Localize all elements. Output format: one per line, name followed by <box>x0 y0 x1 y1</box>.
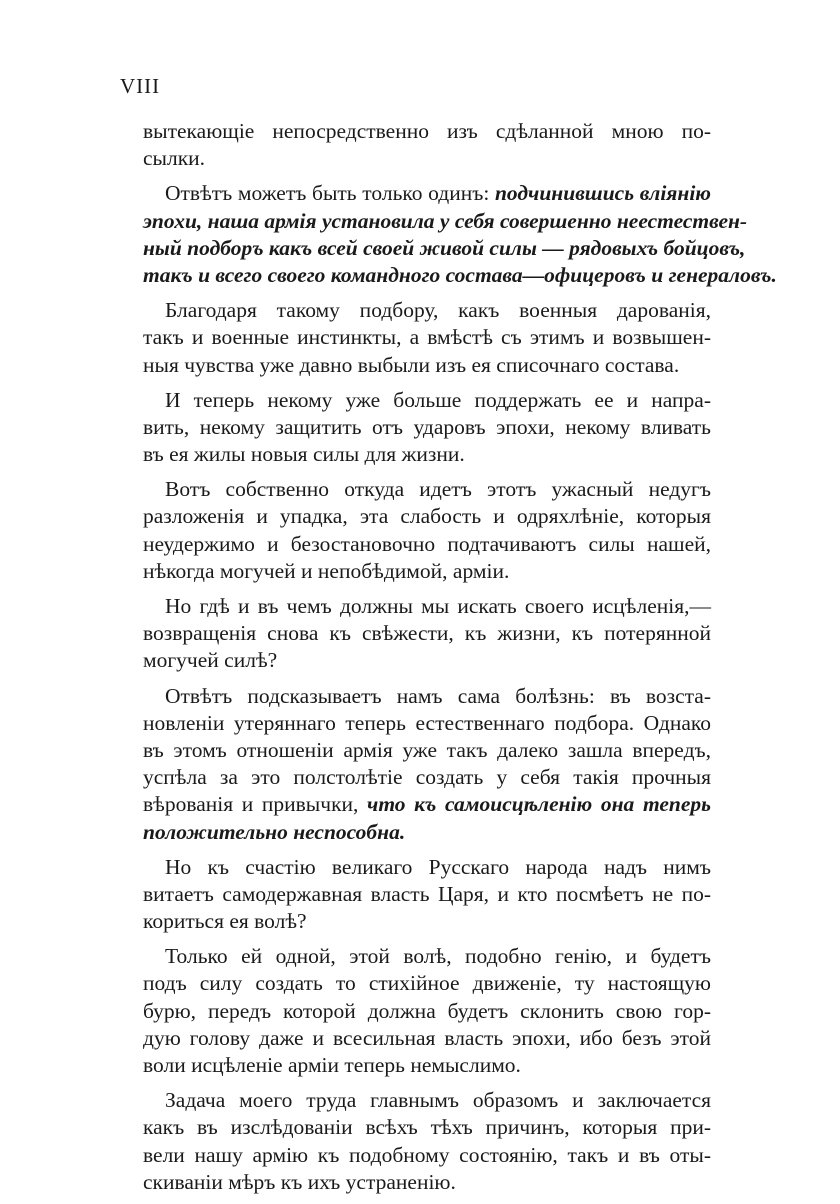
text-line: вить, некому защитить отъ ударовъ эпохи, некому вливать <box>143 414 711 439</box>
text-line <box>143 791 711 818</box>
text-line: Отвѣтъ подсказываетъ намъ сама болѣзнь: въ возста- <box>165 683 711 708</box>
text-line: нѣкогда могучей и непобѣдимой, арміи. <box>143 558 510 583</box>
text-line: Но къ счастію великаго Русскаго народа надъ нимъ <box>165 854 711 879</box>
text-line: бурю, передъ которой должна будетъ склонить свою гор- <box>143 998 711 1023</box>
paragraph-7 <box>143 683 711 846</box>
text-line: неудержимо и безостановочно подтачиваютъ силы нашей, <box>143 531 711 556</box>
paragraph-1 <box>143 118 711 172</box>
text-line: возвращенія снова къ свѣжести, къ жизни, къ потерянной <box>143 621 711 646</box>
text-line: скиваніи мѣръ къ ихъ устраненію. <box>143 1169 456 1194</box>
paragraph-3 <box>143 297 711 379</box>
text-line <box>143 819 711 846</box>
text-line: дую голову даже и всесильная власть эпохи, ибо безъ этой <box>143 1025 711 1050</box>
text-line: новленіи утеряннаго теперь естественнаго подбора. Однако <box>143 710 711 735</box>
body-text <box>143 118 777 1204</box>
italic-span: положительно неспособна. <box>143 819 406 844</box>
text-line <box>143 262 777 289</box>
text-line: подъ силу создать то стихійное движеніе, ту настоящую <box>143 971 711 996</box>
paragraph-8 <box>143 854 711 936</box>
italic-span: эпохи, наша армія установила у себя совершенно неестествен- <box>143 208 748 233</box>
paragraph-9 <box>143 943 711 1079</box>
text-line: Но гдѣ и въ чемъ должны мы искать своего исцѣленія,— <box>165 594 711 618</box>
paragraph-2 <box>143 180 777 289</box>
italic-span: что къ самоисцѣленію она теперь <box>367 792 712 817</box>
paragraph-5 <box>143 476 711 585</box>
text-line: И теперь некому уже больше поддержать ее и напра- <box>165 387 711 412</box>
text-line: воли исцѣленіе арміи теперь немыслимо. <box>143 1053 521 1077</box>
text-line: Только ей одной, этой волѣ, подобно генію, и будетъ <box>165 944 711 969</box>
text-line: въ ея жилы новыя силы для жизни. <box>143 442 465 467</box>
text-line <box>143 180 711 207</box>
text-line: Вотъ собственно откуда идетъ этотъ ужасный недугъ <box>165 477 711 502</box>
paragraph-6 <box>143 593 711 675</box>
italic-span: такъ и всего своего командного состава—офицеровъ и генераловъ. <box>143 262 777 287</box>
italic-span: подчинившись вліянію <box>494 181 711 206</box>
text-line: ныя чувства уже давно выбыли изъ ея списочнаго состава. <box>143 352 680 377</box>
text-line: Задача моего труда главнымъ образомъ и заключается <box>165 1088 711 1113</box>
text-line: кориться ея волѣ? <box>143 909 307 934</box>
text-line <box>143 235 746 262</box>
text-line <box>143 208 748 235</box>
text-line: витаетъ самодержавная власть Царя, и кто посмѣетъ не по- <box>143 881 711 906</box>
text-line: разложенія и упадка, эта слабость и одряхлѣніе, которыя <box>143 504 711 529</box>
text-line: Благодаря такому подбору, какъ военныя дарованія, <box>165 298 711 323</box>
text-line: вытекающіе непосредственно изъ сдѣланной мною по- <box>143 119 711 143</box>
text-line: сылки. <box>143 146 206 171</box>
page-number: VIII <box>120 74 161 98</box>
text-line: могучей силѣ? <box>143 648 278 673</box>
text-span: Отвѣтъ можетъ быть только одинъ: <box>165 181 495 206</box>
paragraph-10 <box>143 1087 711 1196</box>
text-line: какъ въ изслѣдованіи всѣхъ тѣхъ причинъ, которыя при- <box>143 1115 711 1140</box>
italic-span: ный подборъ какъ всей своей живой силы — рядовыхъ бойцовъ, <box>143 235 746 260</box>
paragraph-4 <box>143 387 711 469</box>
text-line: вели нашу армію къ подобному состоянію, такъ и въ оты- <box>143 1142 711 1167</box>
text-span: вѣрованія и привычки, <box>143 792 368 817</box>
text-line: въ этомъ отношеніи армія уже такъ далеко зашла впередъ, <box>143 737 711 762</box>
text-line: такъ и военные инстинкты, а вмѣстѣ съ этимъ и возвышен- <box>143 325 711 350</box>
text-line: успѣла за это полстолѣтіе создать у себя такія прочныя <box>143 765 711 790</box>
